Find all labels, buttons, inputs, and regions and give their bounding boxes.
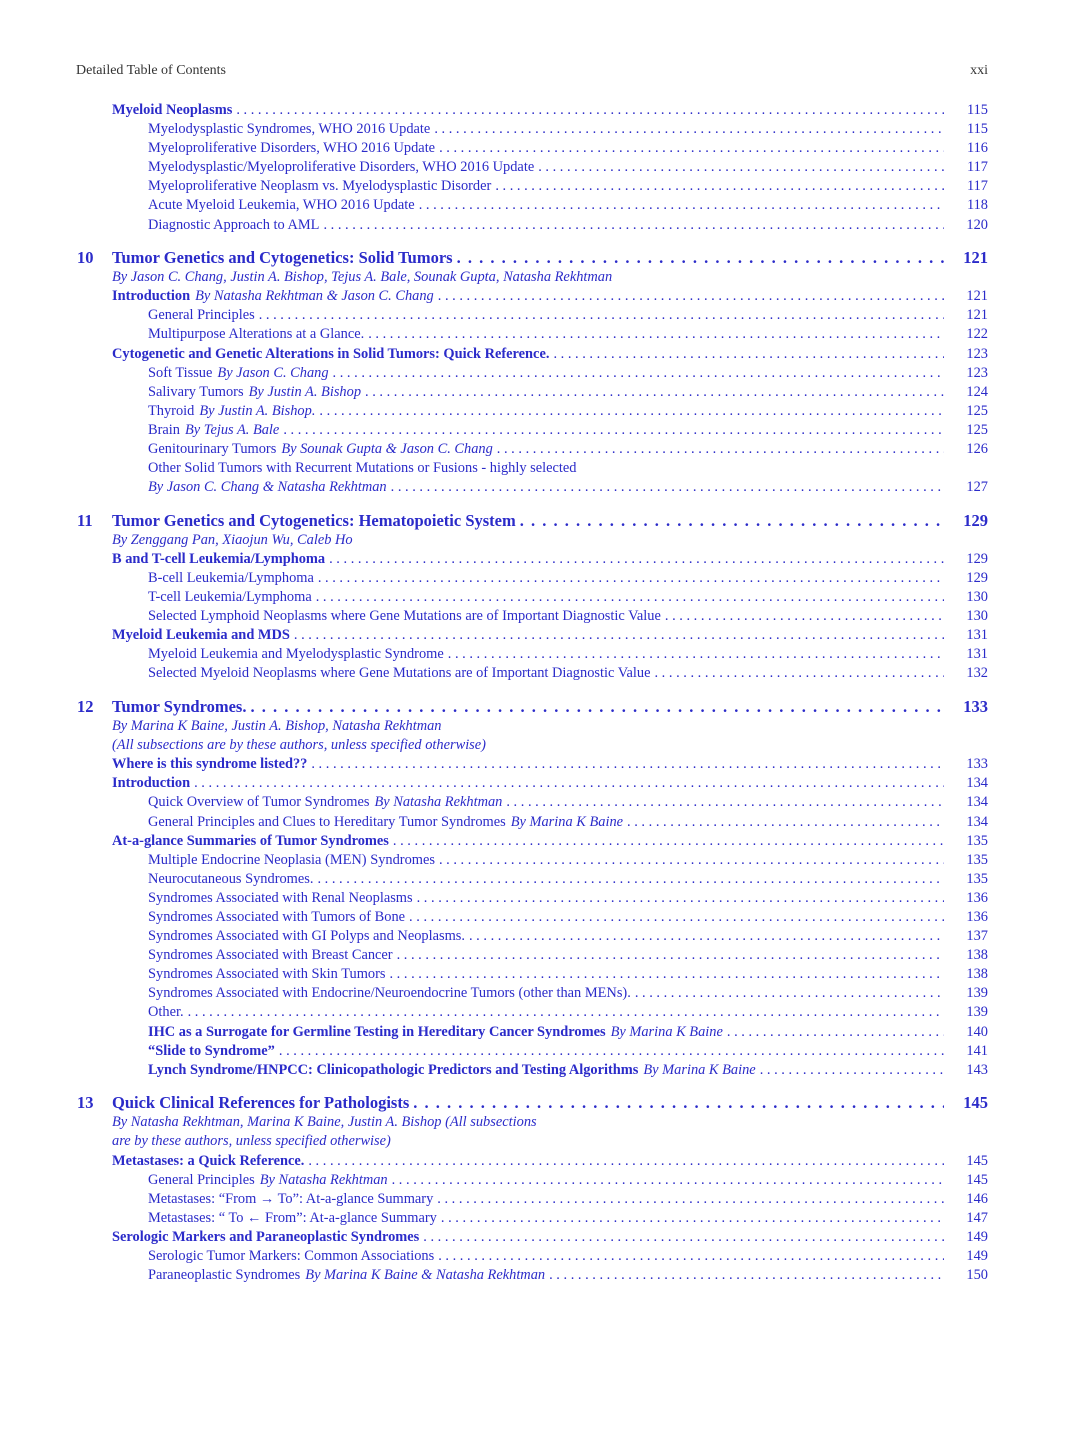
entry-title: Myeloid Leukemia and Myelodysplastic Syndrome xyxy=(148,646,444,663)
toc-subentry[interactable] xyxy=(0,177,1080,196)
page-number: 121 xyxy=(966,288,988,305)
toc-subentry[interactable] xyxy=(0,1266,1080,1285)
toc-section-entry[interactable] xyxy=(0,550,1080,569)
page-number: 132 xyxy=(966,665,988,682)
page-number: 149 xyxy=(966,1228,988,1245)
toc-subentry[interactable] xyxy=(0,607,1080,626)
toc-section-entry[interactable] xyxy=(0,101,1080,120)
leader-dots xyxy=(319,402,944,421)
leader-dots xyxy=(389,965,944,984)
entry-title: Metastases: “ To ← From”: At-a-glance Summary xyxy=(148,1209,437,1226)
entry-title: General Principles xyxy=(148,307,255,324)
leader-dots xyxy=(323,216,944,235)
entry-author: By Justin A. Bishop xyxy=(248,383,362,400)
entry-author: By Natasha Rekhtman & Jason C. Chang xyxy=(195,288,434,305)
entry-title: “Slide to Syndrome” xyxy=(148,1042,275,1059)
leader-dots xyxy=(409,908,944,927)
toc-subentry[interactable] xyxy=(0,196,1080,215)
leader-dots xyxy=(438,1247,944,1266)
page-number: 133 xyxy=(966,756,988,773)
entry-title: Syndromes Associated with Renal Neoplasms xyxy=(148,889,413,906)
entry-author: By Natasha Rekhtman xyxy=(259,1171,388,1188)
entry-title: Acute Myeloid Leukemia, WHO 2016 Update xyxy=(148,197,415,214)
page-number: 115 xyxy=(966,102,988,118)
leader-dots xyxy=(365,383,944,402)
toc-subentry[interactable] xyxy=(0,851,1080,870)
toc-subentry[interactable] xyxy=(0,984,1080,1003)
toc-subentry[interactable] xyxy=(0,1247,1080,1266)
entry-author: By Jason C. Chang & Natasha Rekhtman xyxy=(148,479,387,496)
toc-subentry[interactable] xyxy=(0,908,1080,927)
leader-dots xyxy=(760,1061,944,1080)
byline-text: (All subsections are by these authors, unless specified otherwise) xyxy=(112,737,486,754)
toc-subentry[interactable] xyxy=(0,306,1080,325)
byline-text: are by these authors, unless specified otherwise) xyxy=(112,1133,391,1150)
leader-dots xyxy=(665,607,944,626)
chapter-entry[interactable] xyxy=(0,697,1080,717)
entry-title: Syndromes Associated with Endocrine/Neuroendocrine Tumors (other than MENs). xyxy=(148,985,631,1002)
entry-title: Myeloproliferative Neoplasm vs. Myelodysplastic Disorder xyxy=(148,178,492,195)
leader-dots xyxy=(727,1023,944,1042)
entry-author: By Marina K Baine xyxy=(610,1023,723,1040)
toc-subentry[interactable] xyxy=(0,569,1080,588)
chapter-number: 11 xyxy=(77,510,93,530)
leader-dots xyxy=(368,325,944,344)
toc-section-entry[interactable] xyxy=(0,1152,1080,1171)
page-number: 130 xyxy=(966,589,988,606)
page-number: 124 xyxy=(966,383,988,400)
chapter-title: Quick Clinical References for Pathologists xyxy=(112,1093,410,1113)
leader-dots xyxy=(259,306,944,325)
leader-dots xyxy=(654,664,944,683)
toc-subentry[interactable] xyxy=(0,645,1080,664)
leader-dots xyxy=(439,139,944,158)
leader-dots xyxy=(538,158,944,177)
toc-subentry[interactable] xyxy=(0,1209,1080,1228)
entry-title: Diagnostic Approach to AML xyxy=(148,216,320,233)
leader-dots xyxy=(448,645,944,664)
entry-author: By Marina K Baine & Natasha Rekhtman xyxy=(305,1267,546,1284)
entry-title: Metastases: a Quick Reference. xyxy=(112,1152,305,1169)
page-number: 149 xyxy=(966,1247,988,1264)
leader-dots xyxy=(397,946,944,965)
entry-title: Quick Overview of Tumor Syndromes xyxy=(148,794,370,811)
page-number: 133 xyxy=(963,697,988,717)
entry-title: Myeloproliferative Disorders, WHO 2016 Update xyxy=(148,140,436,157)
chapter-byline xyxy=(0,1113,1080,1132)
entry-title: Genitourinary Tumors xyxy=(148,441,277,457)
leader-dots xyxy=(553,345,944,364)
leader-dots xyxy=(308,1152,944,1171)
page-number: 121 xyxy=(966,307,988,324)
toc-subentry[interactable] xyxy=(0,889,1080,908)
page-number: 137 xyxy=(966,928,988,945)
entry-title: B and T-cell Leukemia/Lymphoma xyxy=(112,550,326,567)
entry-title: Brain xyxy=(148,421,180,438)
leader-dots xyxy=(311,755,944,774)
entry-title: General Principles xyxy=(148,1171,255,1188)
chapter-entry[interactable] xyxy=(0,248,1080,268)
page-number: 145 xyxy=(966,1171,988,1188)
entry-title: Myeloid Neoplasms xyxy=(112,102,233,118)
toc-subentry[interactable] xyxy=(0,1061,1080,1080)
leader-dots xyxy=(294,626,944,645)
page-number: 134 xyxy=(966,794,988,811)
entry-title: Myelodysplastic Syndromes, WHO 2016 Update xyxy=(148,121,431,138)
leader-dots xyxy=(194,774,944,793)
entry-title: Introduction xyxy=(112,775,191,792)
entry-title: Syndromes Associated with Skin Tumors xyxy=(148,966,386,983)
toc-section-entry[interactable] xyxy=(0,626,1080,645)
page-number: 139 xyxy=(966,985,988,1002)
page-number: 140 xyxy=(966,1023,988,1040)
toc-subentry[interactable] xyxy=(0,158,1080,177)
leader-dots xyxy=(393,832,944,851)
page-number: 143 xyxy=(966,1061,988,1078)
entry-title: Serologic Markers and Paraneoplastic Syndromes xyxy=(112,1228,420,1245)
chapter-entry[interactable] xyxy=(0,511,1080,531)
entry-title: Where is this syndrome listed?? xyxy=(112,756,308,773)
chapter-byline xyxy=(0,268,1080,287)
toc-subentry[interactable] xyxy=(0,588,1080,607)
chapter-byline xyxy=(0,1132,1080,1151)
page-number: 135 xyxy=(966,870,988,887)
toc-section-entry[interactable] xyxy=(0,345,1080,364)
page-number: 126 xyxy=(966,441,988,457)
page-number: 118 xyxy=(966,197,988,214)
page-number: 138 xyxy=(966,966,988,983)
toc-subentry[interactable] xyxy=(0,1190,1080,1209)
section-gap xyxy=(0,235,1080,249)
page-number: 135 xyxy=(966,851,988,868)
leader-dots xyxy=(497,440,944,459)
entry-title: Other Solid Tumors with Recurrent Mutations or Fusions - highly selected xyxy=(148,460,577,477)
entry-title: Metastases: “From → To”: At-a-glance Summary xyxy=(148,1190,434,1207)
leader-dots xyxy=(317,870,944,889)
page-number: 131 xyxy=(966,627,988,644)
leader-dots xyxy=(333,364,944,383)
toc-subentry[interactable] xyxy=(0,421,1080,440)
entry-author: By Justin A. Bishop. xyxy=(199,402,316,419)
chapter-number: 13 xyxy=(77,1093,94,1113)
byline-text: By Jason C. Chang, Justin A. Bishop, Tejus A. Bale, Sounak Gupta, Natasha Rekhtman xyxy=(112,269,613,286)
leader-dots xyxy=(318,569,944,588)
page-number: 146 xyxy=(966,1190,988,1207)
leader-dots xyxy=(316,588,944,607)
entry-title: Serologic Tumor Markers: Common Associations xyxy=(148,1247,435,1264)
chapter-title: Tumor Genetics and Cytogenetics: Hematopoietic System xyxy=(112,510,516,530)
entry-title: T-cell Leukemia/Lymphoma xyxy=(148,589,312,606)
entry-title: At-a-glance Summaries of Tumor Syndromes xyxy=(112,832,389,849)
toc-subentry[interactable] xyxy=(0,965,1080,984)
leader-dots xyxy=(549,1266,944,1285)
page-number: 130 xyxy=(966,608,988,625)
page-number: 134 xyxy=(966,775,988,792)
entry-title: Selected Myeloid Neoplasms where Gene Mutations are of Important Diagnostic Value xyxy=(148,665,651,682)
leader-dots xyxy=(250,697,944,717)
toc-subentry[interactable] xyxy=(0,927,1080,946)
toc-section-entry[interactable] xyxy=(0,755,1080,774)
entry-title: Paraneoplastic Syndromes xyxy=(148,1267,301,1284)
leader-dots xyxy=(279,1042,944,1061)
toc-entry-continued[interactable] xyxy=(0,459,1080,478)
leader-dots xyxy=(506,793,944,812)
entry-title: IHC as a Surrogate for Germline Testing in Hereditary Cancer Syndromes xyxy=(148,1023,606,1040)
leader-dots xyxy=(423,1228,944,1247)
entry-title: Cytogenetic and Genetic Alterations in Solid Tumors: Quick Reference. xyxy=(112,345,550,362)
toc-subentry[interactable] xyxy=(0,793,1080,812)
page-number: 138 xyxy=(966,947,988,964)
byline-text: By Zenggang Pan, Xiaojun Wu, Caleb Ho xyxy=(112,531,353,548)
toc-subentry[interactable] xyxy=(0,1003,1080,1022)
leader-dots xyxy=(469,927,944,946)
page-number: 121 xyxy=(963,248,988,268)
page-number: 141 xyxy=(966,1042,988,1059)
chapter-title: Tumor Genetics and Cytogenetics: Solid Tumors xyxy=(112,248,453,268)
page-number: 123 xyxy=(966,364,988,381)
toc-section-entry[interactable] xyxy=(0,832,1080,851)
leader-dots xyxy=(627,813,944,832)
leader-dots xyxy=(391,478,944,497)
toc-subentry[interactable] xyxy=(0,478,1080,497)
leader-dots xyxy=(457,248,944,268)
toc-subentry[interactable] xyxy=(0,813,1080,832)
chapter-number: 10 xyxy=(77,248,94,268)
entry-author: By Jason C. Chang xyxy=(217,364,329,381)
entry-title: Multipurpose Alterations at a Glance. xyxy=(148,326,365,343)
entry-title: Syndromes Associated with Tumors of Bone xyxy=(148,908,406,925)
section-gap xyxy=(0,684,1080,698)
entry-author: By Marina K Baine xyxy=(643,1061,756,1078)
toc-subentry[interactable] xyxy=(0,664,1080,683)
leader-dots xyxy=(439,851,944,870)
page-number: 129 xyxy=(966,550,988,567)
entry-author: By Natasha Rekhtman xyxy=(374,794,503,811)
page-number: 116 xyxy=(966,140,988,157)
toc-subentry[interactable] xyxy=(0,870,1080,889)
entry-title: Syndromes Associated with Breast Cancer xyxy=(148,947,393,964)
leader-dots xyxy=(635,984,944,1003)
page-number: 117 xyxy=(966,178,988,195)
page-number: 135 xyxy=(966,832,988,849)
page-number: 125 xyxy=(966,402,988,419)
entry-title: Syndromes Associated with GI Polyps and Neoplasms. xyxy=(148,928,465,945)
page-number: 139 xyxy=(966,1004,988,1021)
page-number: 145 xyxy=(966,1152,988,1169)
leader-dots xyxy=(329,550,944,569)
toc-subentry[interactable] xyxy=(0,1042,1080,1061)
toc-subentry[interactable] xyxy=(0,383,1080,402)
chapter-byline xyxy=(0,736,1080,755)
entry-title: Myelodysplastic/Myeloproliferative Disorders, WHO 2016 Update xyxy=(148,159,535,176)
leader-dots xyxy=(441,1209,944,1228)
toc-subentry[interactable] xyxy=(0,216,1080,235)
entry-author: By Tejus A. Bale xyxy=(184,421,280,438)
table-of-contents xyxy=(0,101,1080,1285)
section-gap xyxy=(0,497,1080,511)
page-number: 123 xyxy=(966,345,988,362)
page-number: 150 xyxy=(966,1267,988,1284)
leader-dots xyxy=(413,1093,944,1113)
entry-title: General Principles and Clues to Hereditary Tumor Syndromes xyxy=(148,813,506,830)
page-number: 120 xyxy=(966,216,988,233)
chapter-byline xyxy=(0,531,1080,550)
toc-section-entry[interactable] xyxy=(0,287,1080,306)
page-number: 145 xyxy=(963,1093,988,1113)
page-number: 117 xyxy=(966,159,988,176)
page-number: 134 xyxy=(966,813,988,830)
byline-text: By Marina K Baine, Justin A. Bishop, Natasha Rekhtman xyxy=(112,718,442,735)
entry-title: Selected Lymphoid Neoplasms where Gene Mutations are of Important Diagnostic Value xyxy=(148,608,661,625)
toc-section-entry[interactable] xyxy=(0,1228,1080,1247)
entry-author: By Marina K Baine xyxy=(510,813,624,830)
leader-dots xyxy=(434,120,944,139)
entry-title: Myeloid Leukemia and MDS xyxy=(112,627,290,644)
toc-subentry[interactable] xyxy=(0,1171,1080,1190)
toc-subentry[interactable] xyxy=(0,325,1080,344)
toc-subentry[interactable] xyxy=(0,946,1080,965)
page-number: 136 xyxy=(966,908,988,925)
toc-subentry[interactable] xyxy=(0,364,1080,383)
leader-dots xyxy=(392,1171,944,1190)
page-number: 129 xyxy=(963,510,988,530)
entry-title: Neurocutaneous Syndromes. xyxy=(148,870,314,887)
page-number: 125 xyxy=(966,421,988,438)
toc-subentry[interactable] xyxy=(0,1023,1080,1042)
page-number: 131 xyxy=(966,646,988,663)
page-number: 122 xyxy=(966,326,988,343)
leader-dots xyxy=(419,196,944,215)
entry-title: B-cell Leukemia/Lymphoma xyxy=(148,569,314,586)
page-number: 136 xyxy=(966,889,988,906)
entry-title: Multiple Endocrine Neoplasia (MEN) Syndromes xyxy=(148,851,435,868)
toc-section-entry[interactable] xyxy=(0,774,1080,793)
leader-dots xyxy=(520,511,944,531)
page-number: 147 xyxy=(966,1209,988,1226)
leader-dots xyxy=(417,889,944,908)
toc-subentry[interactable] xyxy=(0,139,1080,158)
entry-author: By Sounak Gupta & Jason C. Chang xyxy=(281,441,493,457)
toc-subentry[interactable] xyxy=(0,440,1080,459)
running-header-title: Detailed Table of Contents xyxy=(76,63,227,78)
entry-title: Introduction xyxy=(112,288,191,305)
page-number: 129 xyxy=(966,569,988,586)
leader-dots xyxy=(188,1003,944,1022)
leader-dots xyxy=(236,101,944,120)
page-number: 127 xyxy=(966,479,988,496)
leader-dots xyxy=(438,287,944,306)
section-gap xyxy=(0,1080,1080,1094)
toc-subentry[interactable] xyxy=(0,120,1080,139)
entry-title: Thyroid xyxy=(148,402,195,419)
entry-title: Lynch Syndrome/HNPCC: Clinicopathologic Predictors and Testing Algorithms xyxy=(148,1061,639,1078)
toc-subentry[interactable] xyxy=(0,402,1080,421)
chapter-number: 12 xyxy=(77,697,94,717)
leader-dots xyxy=(437,1190,944,1209)
entry-title: Other. xyxy=(148,1004,184,1021)
chapter-entry[interactable] xyxy=(0,1093,1080,1113)
leader-dots xyxy=(283,421,944,440)
chapter-title: Tumor Syndromes. xyxy=(112,697,247,717)
byline-text: By Natasha Rekhtman, Marina K Baine, Justin A. Bishop (All subsections xyxy=(112,1114,537,1131)
entry-title: Soft Tissue xyxy=(148,364,213,381)
entry-title: Salivary Tumors xyxy=(148,383,244,400)
page-number: 115 xyxy=(966,121,988,138)
chapter-byline xyxy=(0,717,1080,736)
running-header-page: xxi xyxy=(970,63,988,78)
leader-dots xyxy=(495,177,944,196)
